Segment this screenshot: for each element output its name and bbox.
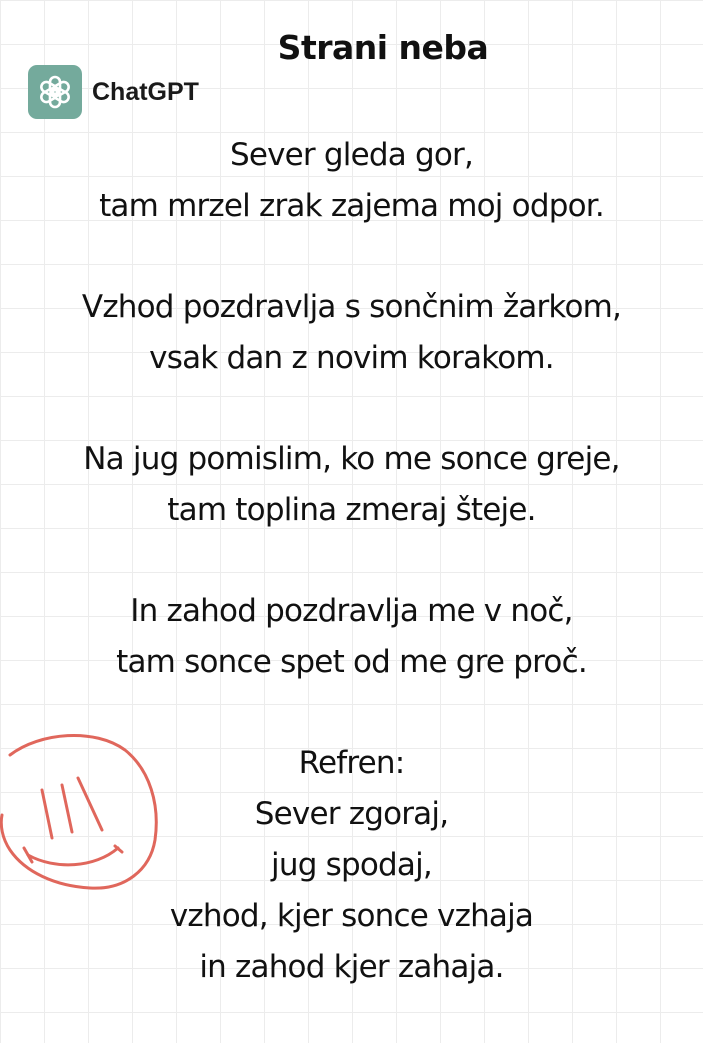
poem-line: tam toplina zmeraj šteje. xyxy=(167,492,536,528)
stanza-1 xyxy=(0,130,703,232)
smiley-doodle-icon xyxy=(0,720,170,920)
page-title: Strani neba xyxy=(277,28,489,67)
poem-line: vzhod, kjer sonce vzhaja xyxy=(169,898,534,934)
brand-name: ChatGPT xyxy=(92,77,199,106)
refrain-label: Refren: xyxy=(298,745,405,781)
poem-line: vsak dan z novim korakom. xyxy=(149,340,554,376)
poem-line: Na jug pomislim, ko me sonce greje, xyxy=(83,441,620,477)
poem-line: Vzhod pozdravlja s sončnim žarkom, xyxy=(81,289,622,325)
poem-line: In zahod pozdravlja me v noč, xyxy=(130,593,573,629)
poem-line: Sever gleda gor, xyxy=(229,137,474,173)
openai-knot-icon xyxy=(35,72,75,112)
stanza-3 xyxy=(0,434,703,536)
poem-line: Sever zgoraj, xyxy=(254,796,449,832)
stanza-4 xyxy=(0,586,703,688)
poem-line: in zahod kjer zahaja. xyxy=(199,949,504,985)
poem-line: jug spodaj, xyxy=(271,847,432,883)
poem-line: tam sonce spet od me gre proč. xyxy=(116,644,587,680)
brand-badge xyxy=(28,65,199,119)
poem-line: tam mrzel zrak zajema moj odpor. xyxy=(99,188,604,224)
chatgpt-logo-icon xyxy=(28,65,82,119)
stanza-2 xyxy=(0,282,703,384)
